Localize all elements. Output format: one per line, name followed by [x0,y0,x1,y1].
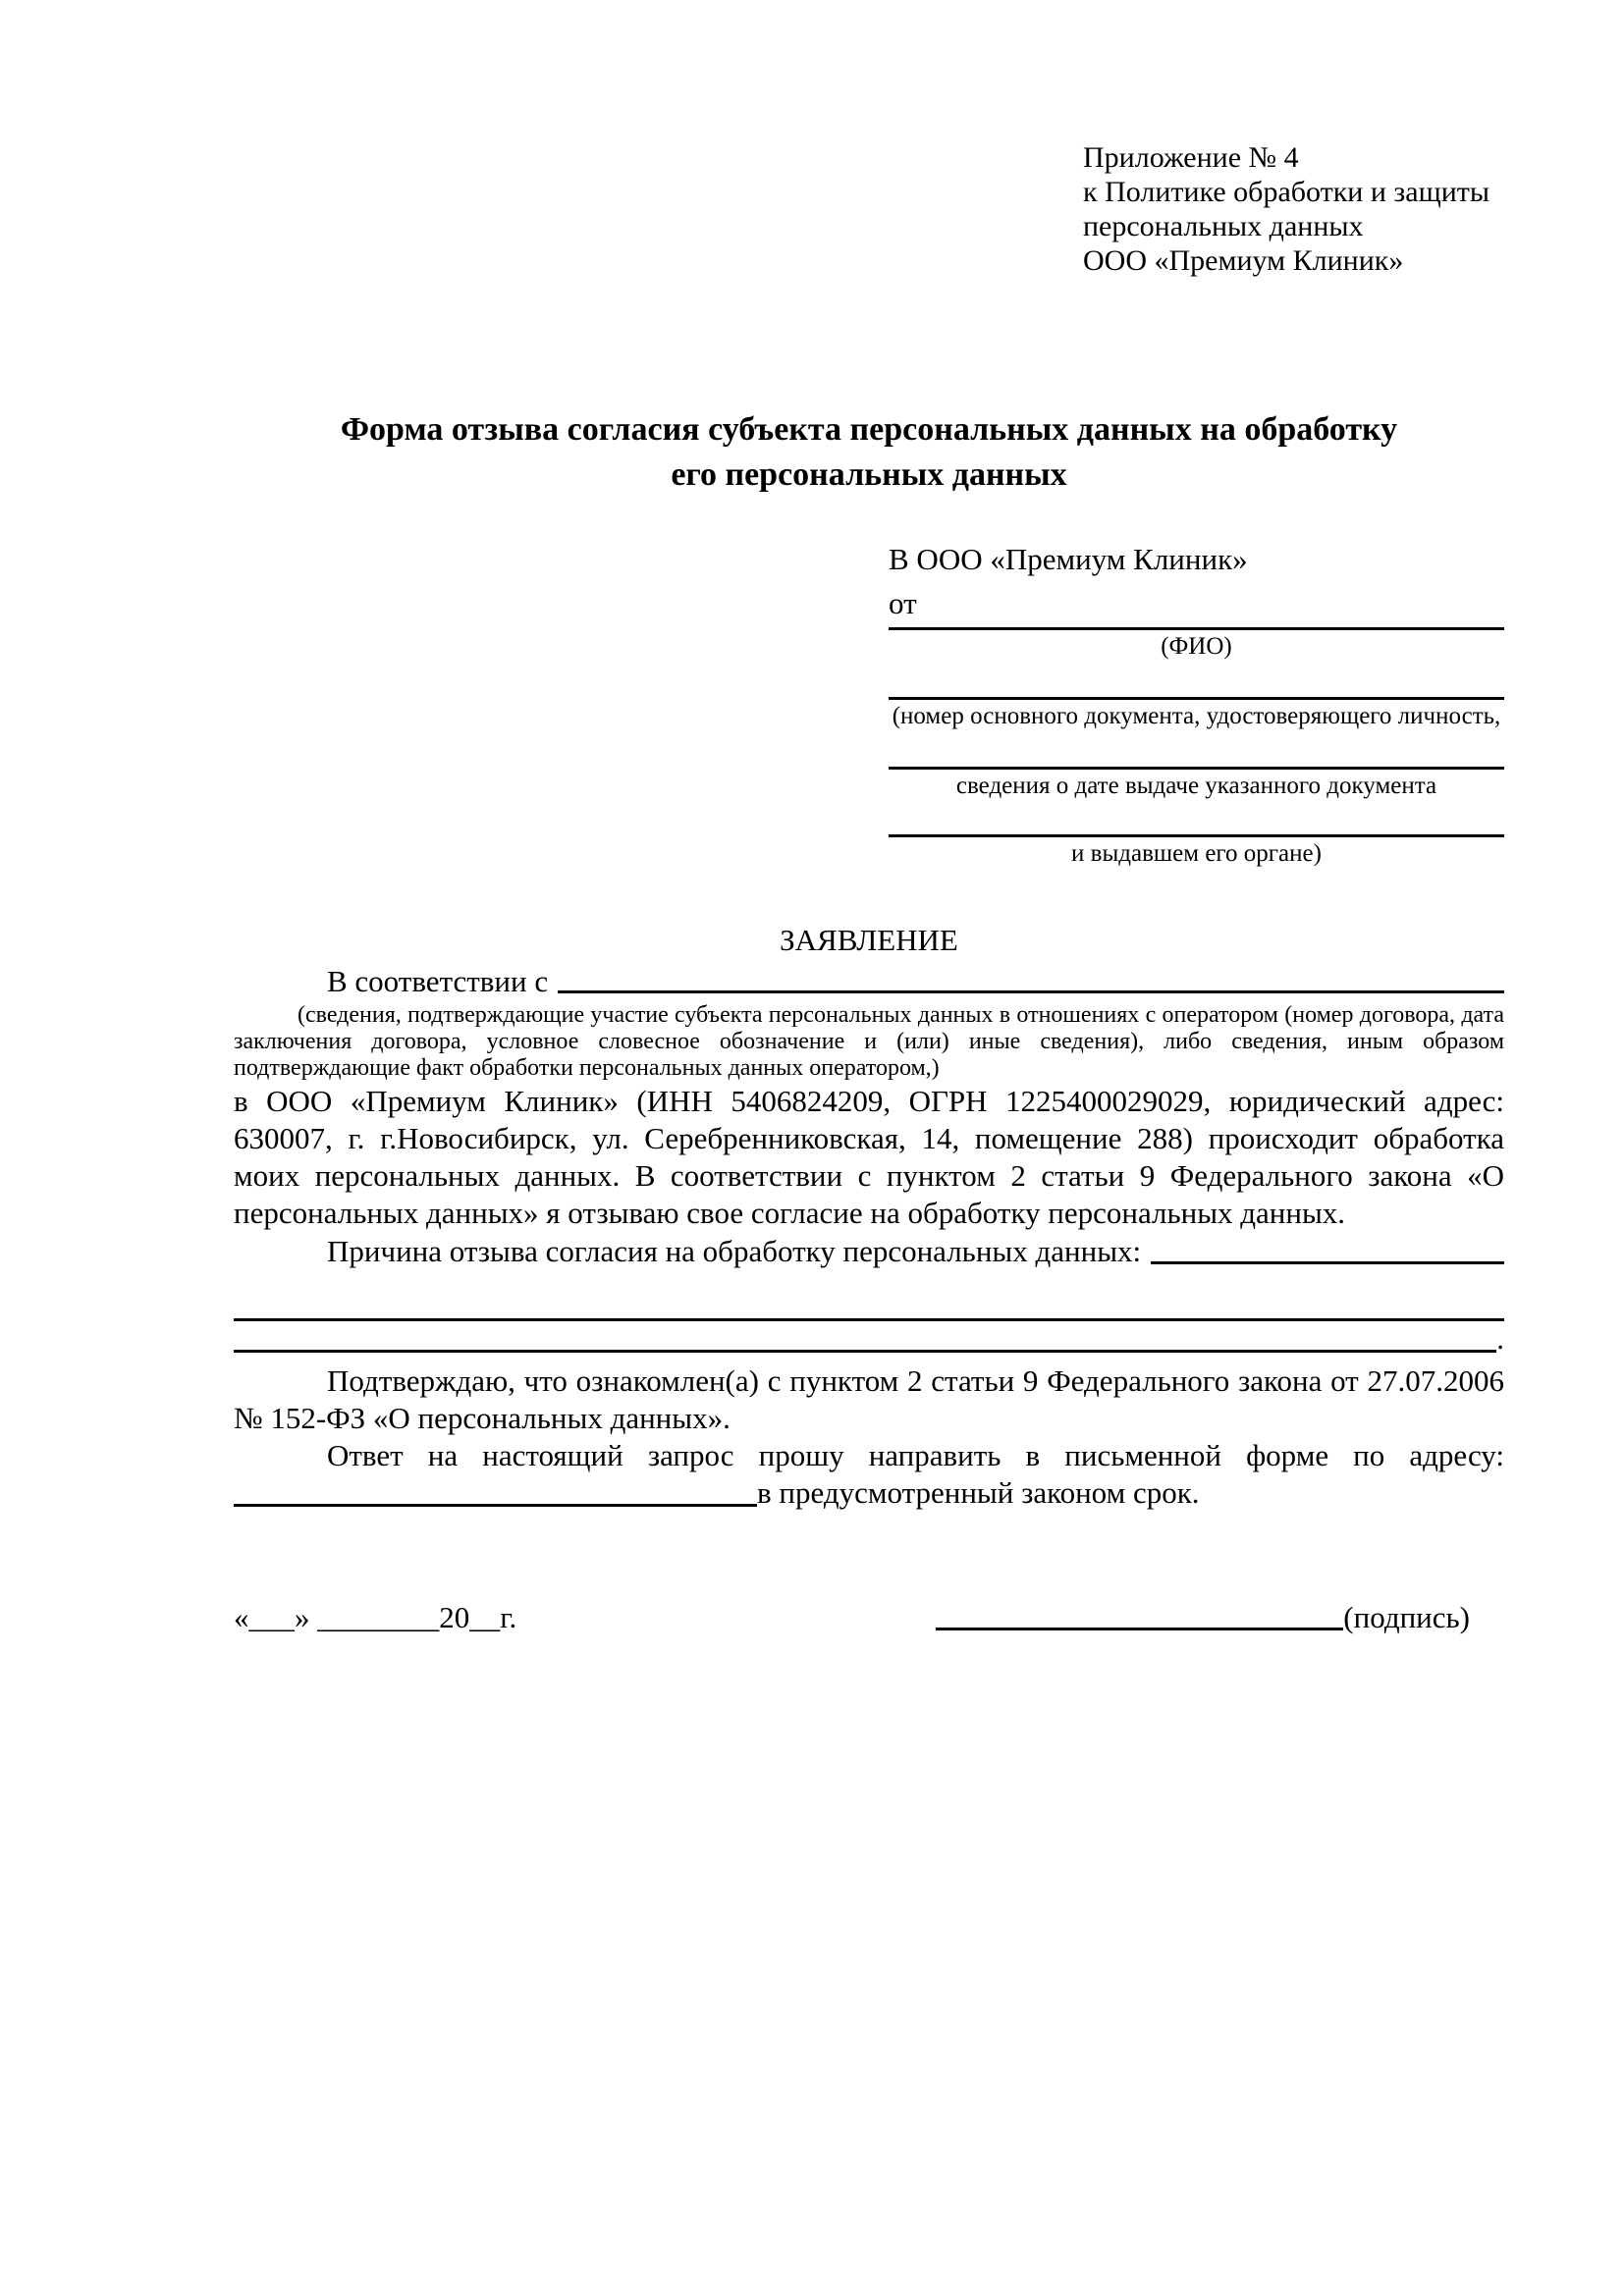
doc-issuer-caption: и выдавшем его органе) [1071,840,1322,867]
fio-caption: (ФИО) [1161,633,1232,660]
addressee-to: В ООО «Премиум Клиник» [889,542,1248,576]
header-note-line: к Политике обработки и защиты [1083,176,1490,208]
date-blank-field: «___» ________20__г. [234,1600,517,1634]
intro-blank-line [558,990,1504,993]
blank-line-terminator: . [1496,1321,1504,1356]
date-signature-row [234,1598,1504,1637]
doc-issuer-blank-line [889,801,1504,837]
signature-blank-line [936,1628,1343,1630]
document-title-line: Форма отзыва согласия субъекта персональных данных на обработку [340,411,1398,448]
header-note-line: ООО «Премиум Клиник» [1083,244,1404,277]
document-title [234,407,1504,498]
reply-paragraph: Ответ на настоящий запрос прошу направить в письменной форме по адресу: [327,1438,1504,1472]
header-note-line: персональных данных [1083,210,1364,242]
reason-blank-line-3 [234,1321,1504,1357]
doc-date-blank-line [889,731,1504,770]
reason-blank-line-2 [234,1271,1504,1321]
confirm-paragraph: Подтверждаю, что ознакомлен(а) с пунктом 2 статьи 9 Федерального закона от 27.07.2006 № 152-ФЗ «О персональных данных». [234,1363,1504,1435]
reply-address-row [234,1474,1504,1512]
statement-heading: ЗАЯВЛЕНИЕ [780,923,958,957]
main-paragraph: в ООО «Премиум Клиник» (ИНН 5406824209, ОГРН 1225400029029, юридический адрес: 630007, г. г.Новосибирск, ул. Серебренниковская, 14, помещение 288) происходит обработка моих персональных данных. В соответствии с пунктом 2 статьи 9 Федерального закона «О персональных данных» я отзываю свое согласие на обработку персональных данных. [234,1084,1504,1230]
signature-group [936,1598,1470,1637]
reason-blank-line [1151,1261,1504,1264]
reason-prefix: Причина отзыва согласия на обработку персональных данных: [327,1234,1142,1268]
addressee-from-label: от [889,586,917,620]
header-note [1083,140,1504,278]
intro-row [234,963,1504,1000]
doc-number-blank-line [889,662,1504,700]
reply-suffix: в предусмотренный законом срок. [757,1475,1200,1510]
blank-line [234,1350,1496,1353]
footnote-text: (сведения, подтверждающие участие субъекта персональных данных в отношениях с оператором (номер договора, дата заключения договора, условное словесное обозначение и (или) иные сведения), либо сведения, иным образом подтверждающие факт обработки персональных данных оператором,) [234,1002,1504,1081]
reason-row [234,1232,1504,1271]
doc-date-caption: сведения о дате выдаче указанного документа [955,773,1437,799]
intro-prefix: В соответствии с [327,964,549,998]
address-blank-line [234,1504,757,1507]
header-note-line: Приложение № 4 [1083,141,1299,174]
addressee-block [889,537,1504,869]
doc-number-caption: (номер основного документа, удостоверяющего личность, [892,703,1501,729]
signature-caption: (подпись) [1343,1600,1470,1634]
document-title-line: его персональных данных [671,456,1067,493]
